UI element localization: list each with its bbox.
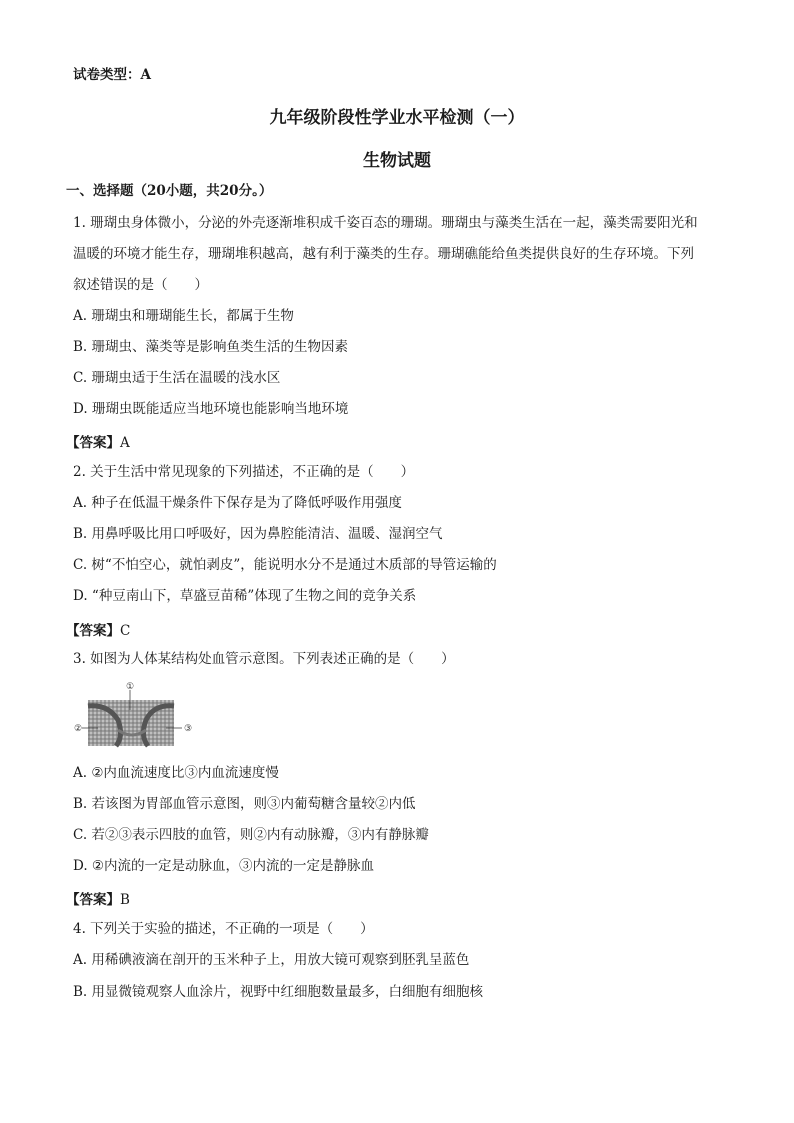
q2-option-c: C. 树“不怕空心，就怕剥皮”，能说明水分不是通过木质部的导管运输的 <box>73 557 497 573</box>
label-1: ① <box>125 682 135 692</box>
answer-value: A <box>120 435 130 451</box>
q2-option-b: B. 用鼻呼吸比用口呼吸好，因为鼻腔能清洁、温暖、湿润空气 <box>73 526 443 542</box>
answer-tag: 【答案】 <box>66 623 120 639</box>
q2-stem-line: 2. 关于生活中常见现象的下列描述，不正确的是（ ） <box>73 464 415 480</box>
q4-stem-line: 4. 下列关于实验的描述，不正确的一项是（ ） <box>73 921 374 937</box>
q4-option-a: A. 用稀碘液滴在剖开的玉米种子上，用放大镜可观察到胚乳呈蓝色 <box>73 952 470 968</box>
q4-option-b: B. 用显微镜观察人血涂片，视野中红细胞数量最多，白细胞有细胞核 <box>73 984 484 1000</box>
q1-option-b: B. 珊瑚虫、藻类等是影响鱼类生活的生物因素 <box>73 339 349 355</box>
q1-option-c: C. 珊瑚虫适于生活在温暖的浅水区 <box>73 370 281 386</box>
q1-stem-line: 温暖的环境才能生存，珊瑚堆积越高，越有利于藻类的生存。珊瑚礁能给鱼类提供良好的生存环境。下列 <box>73 246 694 262</box>
q3-stem-line: 3. 如图为人体某结构处血管示意图。下列表述正确的是（ ） <box>73 651 455 667</box>
q3-option-d: D. ②内流的一定是动脉血，③内流的一定是静脉血 <box>73 858 375 874</box>
q3-option-a: A. ②内血流速度比③内血流速度慢 <box>73 765 279 781</box>
exam-title: 九年级阶段性学业水平检测（一） <box>269 108 525 128</box>
q3-option-c: C. 若②③表示四肢的血管，则②内有动脉瓣，③内有静脉瓣 <box>73 827 429 843</box>
q1-option-a: A. 珊瑚虫和珊瑚能生长，都属于生物 <box>73 308 294 324</box>
blood-vessel-diagram <box>74 680 194 752</box>
q2-option-d: D. “种豆南山下，草盛豆苗稀”体现了生物之间的竞争关系 <box>73 588 417 604</box>
answer-tag: 【答案】 <box>66 435 120 451</box>
answer-value: C <box>120 623 131 639</box>
q2-answer <box>66 619 130 639</box>
q1-stem-line: 叙述错误的是（ ） <box>73 277 208 293</box>
q3-answer <box>66 888 130 908</box>
answer-tag: 【答案】 <box>66 892 120 908</box>
q1-option-d: D. 珊瑚虫既能适应当地环境也能影响当地环境 <box>73 401 349 417</box>
section-heading: 一、选择题（20小题，共20分。） <box>66 183 273 199</box>
q1-answer <box>66 431 130 451</box>
answer-value: B <box>120 892 130 908</box>
q1-stem-line: 1. 珊瑚虫身体微小，分泌的外壳逐渐堆积成千姿百态的珊瑚。珊瑚虫与藻类生活在一起，藻类需要阳光和 <box>73 215 698 231</box>
paper-type: 试卷类型：A <box>73 67 151 83</box>
subject-title: 生物试题 <box>363 151 431 171</box>
q3-option-b: B. 若该图为胃部血管示意图，则③内葡萄糖含量较②内低 <box>73 796 416 812</box>
label-2: ② <box>74 724 83 734</box>
label-3: ③ <box>183 724 193 734</box>
q2-option-a: A. 种子在低温干燥条件下保存是为了降低呼吸作用强度 <box>73 495 402 511</box>
